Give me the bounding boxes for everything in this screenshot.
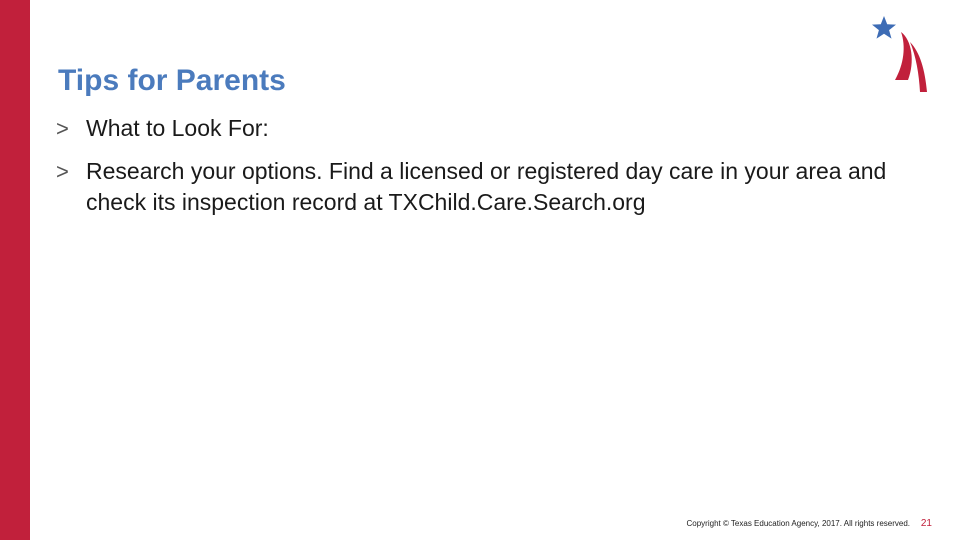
swoosh-inner xyxy=(895,32,912,80)
bullet-item xyxy=(56,156,916,218)
bullet-text: Research your options. Find a licensed or registered day care in your area and check its inspection record at TXChild.Care.Search.org xyxy=(86,158,887,215)
bullet-chevron-icon: > xyxy=(56,159,69,184)
copyright-notice: Copyright © Texas Education Agency, 2017. All rights reserved. xyxy=(686,519,910,528)
left-accent-bar xyxy=(0,0,30,540)
bullet-item xyxy=(56,113,916,144)
bullet-chevron-icon: > xyxy=(56,116,69,141)
swoosh-outer xyxy=(910,42,927,92)
slide-title: Tips for Parents xyxy=(58,64,286,97)
page-number: 21 xyxy=(920,518,932,529)
bullet-text: What to Look For: xyxy=(86,115,269,141)
star-icon xyxy=(872,16,896,39)
tea-logo-icon xyxy=(868,14,934,94)
bullet-list xyxy=(56,113,916,230)
